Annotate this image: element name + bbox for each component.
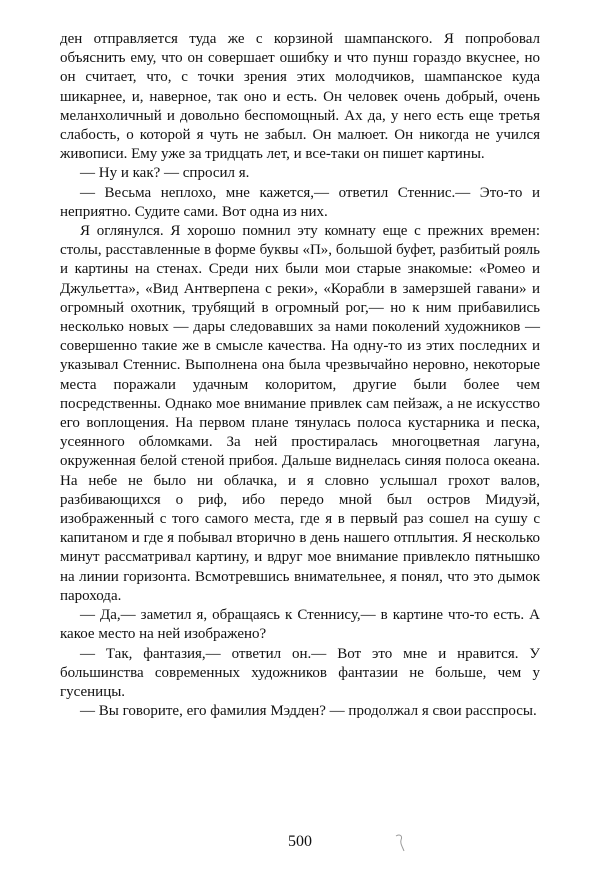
paragraph-continuation: ден отправляется туда же с корзиной шампанского. Я попробовал объяснить ему, что он совершает ошибку и что пунш гораздо вкуснее, но он считает, что, с точки зрения этих молодчиков, шампанское куда шикарнее, и, наверное, так оно и есть. Он человек очень добрый, очень меланхоличный и довольно беспомощный. Ах да, у него есть еще третья слабость, о которой я чуть не забыл. Он малюет. Он никогда не учился живописи. Ему уже за тридцать лет, и все-таки он пишет картины.	[60, 31, 540, 163]
paragraph-narrative: Я оглянулся. Я хорошо помнил эту комнату еще с прежних времен: столы, расставленные в форме буквы «П», большой буфет, разбитый рояль и картины на стенах. Среди них были мои старые знакомые: «Ромео и Джульетта», «Вид Антверпена с реки», «Корабли в замерзшей гавани» и огромный охотник, трубящий в огромный рог,— но к ним прибавились несколько новых — дары следовавших за нами поколений художников — совершенно такие же в смысле качества. На одну-то из этих последних и указывал Стеннис. Выполнена она была чрезвычайно неровно, некоторые места поражали удачным колоритом, другие были более чем посредственны. Однако мое внимание привлек сам пейзаж, а не искусство его воплощения. На первом плане тянулась полоса кустарника и песка, усеянного обломками. За ней простиралась многоцветная лагуна, окруженная белой стеной прибоя. Дальше виднелась синяя полоса океана. На небе не было ни облачка, и я словно услышал грохот валов, разбивающихся о риф, ибо передо мной был остров Мидуэй, изображенный с того самого места, где я в первый раз сошел на сушу с капитаном и где я побывал вторично в день нашего отплытия. Я несколько минут рассматривал картину, и вдруг мое внимание привлекло пятнышко на линии горизонта. Всмотревшись внимательнее, я понял, что это дымок парохода.	[60, 223, 540, 604]
paragraph-dialogue: — Ну и как? — спросил я.	[80, 165, 250, 182]
paragraph-dialogue: — Так, фантазия,— ответил он.— Вот это мне и нравится. У большинства современных художников фантазии не больше, чем у гусеницы.	[60, 645, 540, 700]
pencil-mark-icon	[392, 832, 410, 854]
paragraph-dialogue: — Да,— заметил я, обращаясь к Стеннису,— в картине что-то есть. А какое место на ней изображено?	[60, 607, 540, 643]
paragraph-dialogue: — Весьма неплохо, мне кажется,— ответил Стеннис.— Это-то и неприятно. Судите сами. Вот одна из них.	[60, 184, 540, 220]
paragraph-dialogue: — Вы говорите, его фамилия Мэдден? — продолжал я свои расспросы.	[80, 703, 537, 720]
page-text	[60, 30, 540, 721]
page-number: 500	[288, 833, 312, 850]
